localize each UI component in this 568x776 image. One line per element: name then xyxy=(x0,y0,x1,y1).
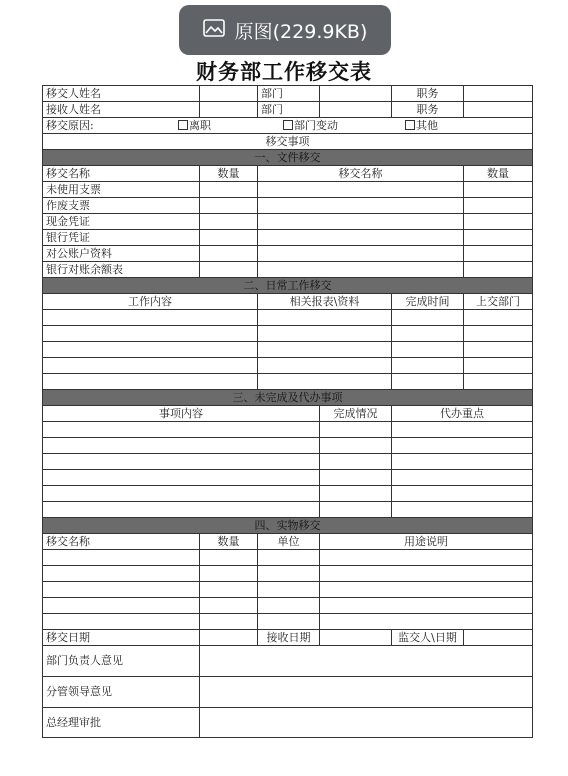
table-row xyxy=(43,454,533,470)
cell[interactable] xyxy=(464,358,533,374)
col-qty: 数量 xyxy=(200,534,258,550)
qty-cell[interactable] xyxy=(464,230,533,246)
col-name: 移交名称 xyxy=(43,534,200,550)
col-status: 完成情况 xyxy=(320,406,392,422)
cell[interactable] xyxy=(43,502,320,518)
gm-label: 总经理审批 xyxy=(43,708,200,738)
section2-header-row xyxy=(43,294,533,310)
item-label: 未使用支票 xyxy=(43,182,200,198)
cell[interactable] xyxy=(43,566,200,582)
badge-label: 原图(229.9KB) xyxy=(234,20,368,43)
post-value[interactable] xyxy=(464,86,533,102)
dept-label: 部门 xyxy=(258,86,320,102)
option-label: 离职 xyxy=(189,118,211,132)
item-label: 银行对账余额表 xyxy=(43,262,200,278)
cell[interactable] xyxy=(258,374,392,390)
cell[interactable] xyxy=(320,422,392,438)
qty-cell[interactable] xyxy=(464,214,533,230)
col-item-content: 事项内容 xyxy=(43,406,320,422)
leader-value[interactable] xyxy=(200,677,533,708)
cell[interactable] xyxy=(392,358,464,374)
col-related-docs: 相关报表\资料 xyxy=(258,294,392,310)
approval-row xyxy=(43,677,533,708)
cell[interactable] xyxy=(320,502,392,518)
name-cell[interactable] xyxy=(258,262,464,278)
post-label: 职务 xyxy=(392,102,464,118)
item-label: 对公账户资料 xyxy=(43,246,200,262)
approval-row xyxy=(43,646,533,677)
col-name: 移交名称 xyxy=(258,166,464,182)
table-row xyxy=(43,342,533,358)
qty-cell[interactable] xyxy=(200,230,258,246)
table-row xyxy=(43,566,533,582)
post-value[interactable] xyxy=(464,102,533,118)
table-row xyxy=(43,198,533,214)
dept-label: 部门 xyxy=(258,102,320,118)
table-row xyxy=(43,486,533,502)
col-name: 移交名称 xyxy=(43,166,200,182)
cell[interactable] xyxy=(392,310,464,326)
cell[interactable] xyxy=(43,374,258,390)
cell[interactable] xyxy=(43,550,200,566)
option-other[interactable] xyxy=(405,119,438,133)
cell[interactable] xyxy=(320,582,533,598)
cell[interactable] xyxy=(200,582,258,598)
handover-person-row xyxy=(43,86,533,102)
table-row xyxy=(43,614,533,630)
cell[interactable] xyxy=(464,374,533,390)
col-qty: 数量 xyxy=(464,166,533,182)
cell[interactable] xyxy=(464,326,533,342)
cell[interactable] xyxy=(320,566,533,582)
checkbox-icon xyxy=(178,120,188,130)
cell[interactable] xyxy=(200,598,258,614)
cell[interactable] xyxy=(258,550,320,566)
name-cell[interactable] xyxy=(258,246,464,262)
dept-value[interactable] xyxy=(320,102,392,118)
cell[interactable] xyxy=(464,310,533,326)
handover-date-label: 移交日期 xyxy=(43,630,200,646)
table-row xyxy=(43,598,533,614)
cell[interactable] xyxy=(320,438,392,454)
table-row xyxy=(43,310,533,326)
checkbox-icon xyxy=(405,120,415,130)
cell[interactable] xyxy=(258,326,392,342)
receive-date-label: 接收日期 xyxy=(258,630,320,646)
item-label: 作废支票 xyxy=(43,198,200,214)
cell[interactable] xyxy=(43,422,320,438)
qty-cell[interactable] xyxy=(464,198,533,214)
section-pending-items: 三、未完成及代办事项 xyxy=(43,390,533,406)
qty-cell[interactable] xyxy=(464,262,533,278)
table-row xyxy=(43,502,533,518)
cell[interactable] xyxy=(43,614,200,630)
cell[interactable] xyxy=(258,342,392,358)
cell[interactable] xyxy=(392,486,533,502)
form-title: 财务部工作移交表 xyxy=(196,60,372,84)
cell[interactable] xyxy=(43,470,320,486)
receiver-label: 接收人姓名 xyxy=(43,102,200,118)
cell[interactable] xyxy=(392,502,533,518)
cell[interactable] xyxy=(392,374,464,390)
section-file-transfer: 一、文件移交 xyxy=(43,150,533,166)
table-row xyxy=(43,230,533,246)
handover-date-value[interactable] xyxy=(200,630,258,646)
cell[interactable] xyxy=(392,342,464,358)
post-label: 职务 xyxy=(392,86,464,102)
col-work-content: 工作内容 xyxy=(43,294,258,310)
qty-cell[interactable] xyxy=(200,182,258,198)
name-cell[interactable] xyxy=(258,230,464,246)
qty-cell[interactable] xyxy=(200,198,258,214)
cell[interactable] xyxy=(392,422,533,438)
cell[interactable] xyxy=(43,486,320,502)
col-usage: 用途说明 xyxy=(320,534,533,550)
col-unit: 单位 xyxy=(258,534,320,550)
dept-value[interactable] xyxy=(320,86,392,102)
section-physical-items: 四、实物移交 xyxy=(43,518,533,534)
section1-header-row xyxy=(43,166,533,182)
qty-cell[interactable] xyxy=(200,262,258,278)
cell[interactable] xyxy=(320,486,392,502)
cell[interactable] xyxy=(392,454,533,470)
cell[interactable] xyxy=(320,454,392,470)
dept-head-label: 部门负责人意见 xyxy=(43,646,200,677)
matters-heading: 移交事项 xyxy=(43,134,533,150)
cell[interactable] xyxy=(43,310,258,326)
cell[interactable] xyxy=(392,326,464,342)
receiver-value[interactable] xyxy=(200,102,258,118)
col-key-points: 代办重点 xyxy=(392,406,533,422)
cell[interactable] xyxy=(200,550,258,566)
table-row xyxy=(43,582,533,598)
cell[interactable] xyxy=(43,454,320,470)
gm-value[interactable] xyxy=(200,708,533,738)
table-row xyxy=(43,182,533,198)
name-cell[interactable] xyxy=(258,214,464,230)
receiver-row xyxy=(43,102,533,118)
matters-row xyxy=(43,134,533,150)
name-cell[interactable] xyxy=(258,182,464,198)
cell[interactable] xyxy=(43,342,258,358)
section3-header-row xyxy=(43,406,533,422)
table-row xyxy=(43,422,533,438)
cell[interactable] xyxy=(200,614,258,630)
option-transfer[interactable] xyxy=(283,119,338,133)
table-row xyxy=(43,326,533,342)
item-label: 银行凭证 xyxy=(43,230,200,246)
section4-header-row xyxy=(43,534,533,550)
image-icon xyxy=(203,19,235,42)
table-row xyxy=(43,550,533,566)
supervisor-value[interactable] xyxy=(464,630,533,646)
qty-cell[interactable] xyxy=(464,182,533,198)
receive-date-value[interactable] xyxy=(320,630,392,646)
option-label: 其他 xyxy=(416,118,438,132)
table-row xyxy=(43,358,533,374)
cell[interactable] xyxy=(320,598,533,614)
cell[interactable] xyxy=(258,582,320,598)
section-daily-work: 二、日常工作移交 xyxy=(43,278,533,294)
handover-form xyxy=(42,85,533,738)
reason-label: 移交原因: xyxy=(46,118,94,132)
cell[interactable] xyxy=(200,566,258,582)
option-label: 部门变动 xyxy=(294,118,338,132)
name-cell[interactable] xyxy=(258,198,464,214)
cell[interactable] xyxy=(320,550,533,566)
dept-head-value[interactable] xyxy=(200,646,533,677)
date-row xyxy=(43,630,533,646)
handover-person-label: 移交人姓名 xyxy=(43,86,200,102)
reason-row xyxy=(43,118,533,134)
table-row xyxy=(43,470,533,486)
col-dept: 上交部门 xyxy=(464,294,533,310)
qty-cell[interactable] xyxy=(200,246,258,262)
cell[interactable] xyxy=(43,598,200,614)
qty-cell[interactable] xyxy=(200,214,258,230)
checkbox-icon xyxy=(283,120,293,130)
approval-row xyxy=(43,708,533,738)
item-label: 现金凭证 xyxy=(43,214,200,230)
cell[interactable] xyxy=(392,470,533,486)
leader-label: 分管领导意见 xyxy=(43,677,200,708)
option-resign[interactable] xyxy=(178,119,211,133)
col-finish-time: 完成时间 xyxy=(392,294,464,310)
cell[interactable] xyxy=(464,342,533,358)
table-row xyxy=(43,374,533,390)
cell[interactable] xyxy=(320,614,533,630)
cell[interactable] xyxy=(43,582,200,598)
cell[interactable] xyxy=(258,598,320,614)
cell[interactable] xyxy=(43,438,320,454)
cell[interactable] xyxy=(43,358,258,374)
reason-cell xyxy=(43,118,533,134)
table-row xyxy=(43,214,533,230)
cell[interactable] xyxy=(392,438,533,454)
table-row xyxy=(43,262,533,278)
cell[interactable] xyxy=(43,326,258,342)
supervisor-label: 监交人\日期 xyxy=(392,630,464,646)
cell[interactable] xyxy=(258,310,392,326)
cell[interactable] xyxy=(258,358,392,374)
cell[interactable] xyxy=(320,470,392,486)
col-qty: 数量 xyxy=(200,166,258,182)
handover-person-value[interactable] xyxy=(200,86,258,102)
table-row xyxy=(43,438,533,454)
original-image-badge[interactable] xyxy=(179,5,391,55)
table-row xyxy=(43,246,533,262)
cell[interactable] xyxy=(258,614,320,630)
qty-cell[interactable] xyxy=(464,246,533,262)
cell[interactable] xyxy=(258,566,320,582)
